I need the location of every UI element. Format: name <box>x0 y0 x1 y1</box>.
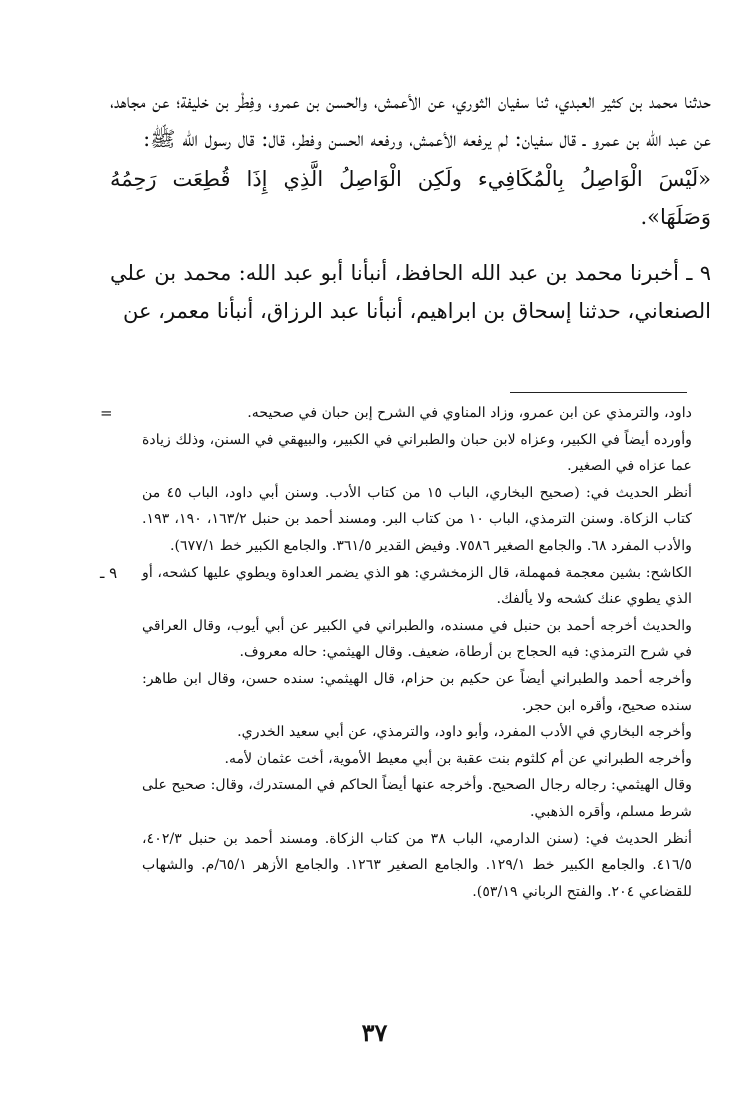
main-text <box>110 82 711 330</box>
footnote-line: وأورده أيضاً في الكبير، وعزاه لابن حبان والطبراني في الكبير، والبيهقي في السنن، وذلك زيادة عما عزاه في الصغير. <box>142 431 692 475</box>
footnote-9-body <box>142 560 692 906</box>
footnote-line: وأخرجه البخاري في الأدب المفرد، وأبو داود، والترمذي، عن أبي سعيد الخدري. <box>237 724 692 741</box>
footnote-line: وقال الهيثمي: رجاله رجال الصحيح. وأخرجه عنها أيضاً الحاكم في المستدرك، وقال: صحيح على شرط مسلم، وأقره الذهبي. <box>142 777 692 820</box>
continuation-mark: = <box>100 404 113 422</box>
page-number: ٣٧ <box>361 1018 388 1047</box>
footnote-number: ٩ ـ <box>100 563 118 582</box>
footnote-9 <box>100 560 692 906</box>
footnote-line: أنظر الحديث في: (سنن الدارمي، الباب ٣٨ من كتاب الزكاة. ومسند أحمد بن حنبل ٤٠٢/٣، ٤١٦/٥. والجامع الكبير خط ١٢٩/١. والجامع الصغير ١٢٦٣. والجامع الأزهر ٦٥/١/م. والشهاب للقضاعي ٢٠٤. والفتح الرباني ٥٣/١٩). <box>142 830 692 900</box>
footnote-line: والحديث أخرجه أحمد بن حنبل في مسنده، والطبراني في الكبير عن أبي أيوب، وقال العراقي في شرح الترمذي: فيه الحجاج بن أرطاة، ضعيف. وقال الهيثمي: حاله معروف. <box>142 617 692 661</box>
footnote-line: أنظر الحديث في: (صحيح البخاري، الباب ١٥ من كتاب الأدب. وسنن أبي داود، الباب ٤٥ من كتاب الزكاة. وسنن الترمذي، الباب ١٠ من كتاب البر. ومسند أحمد بن حنبل ١٦٣/٢، ١٩٠، ١٩٣. والأدب المفرد ٦٨. والجامع الصغير ٧٥٨٦. وفيض القدير ٣٦١/٥. والجامع الكبير خط ٦٧٧/١). <box>142 484 693 554</box>
footnote-continued-body <box>142 400 692 560</box>
paragraph-9: ٩ ـ أخبرنا محمد بن عبد الله الحافظ، أنبأنا أبو عبد الله: محمد بن علي الصنعاني، حدثنا إسحاق بن ابراهيم، أنبأنا عبد الرزاق، أنبأنا معمر، عن <box>110 261 711 323</box>
hadith-text: «لَيْسَ الْوَاصِلُ بِالْمُكَافِيء ولَكِن الْوَاصِلُ الَّذِي إِذَا قُطِعَت رَحِمُهُ وَصَلَهَا». <box>110 167 711 229</box>
footnote-line: وأخرجه أحمد والطبراني أيضاً عن حكيم بن حزام، قال الهيثمي: سنده حسن، وقال ابن طاهر: سنده صحيح، وأقره ابن حجر. <box>142 670 692 714</box>
footnotes <box>100 400 692 905</box>
footnote-continued <box>100 400 692 560</box>
footnote-line: داود، والترمذي عن ابن عمرو، وزاد المناوي في الشرح إبن حبان في صحيحه. <box>247 405 692 421</box>
footnote-separator <box>510 392 687 393</box>
footnote-line: الكاشح: بشين معجمة فمهملة، قال الزمخشري: هو الذي يضمر العداوة ويطوي عليها كشحه، أو الذي يطوي عنك كشحه ولا يألفك. <box>142 564 692 608</box>
footnote-line: وأخرجه الطبراني عن أم كلثوم بنت عقبة بن أبي معيط الأموية، أخت عثمان لأمه. <box>224 750 692 767</box>
paragraph-8-isnad: حدثنا محمد بن كثير العبدي، ثنا سفيان الثوري، عن الأعمش، والحسن بن عمرو، وفِطْر بن خليفة؛ عن مجاهد، عن عبد الله بن عمرو ـ قال سفيان: لم يرفعه الأعمش، ورفعه الحسن وفطر، قال: قال رسول الله ﷺ: <box>110 89 711 151</box>
